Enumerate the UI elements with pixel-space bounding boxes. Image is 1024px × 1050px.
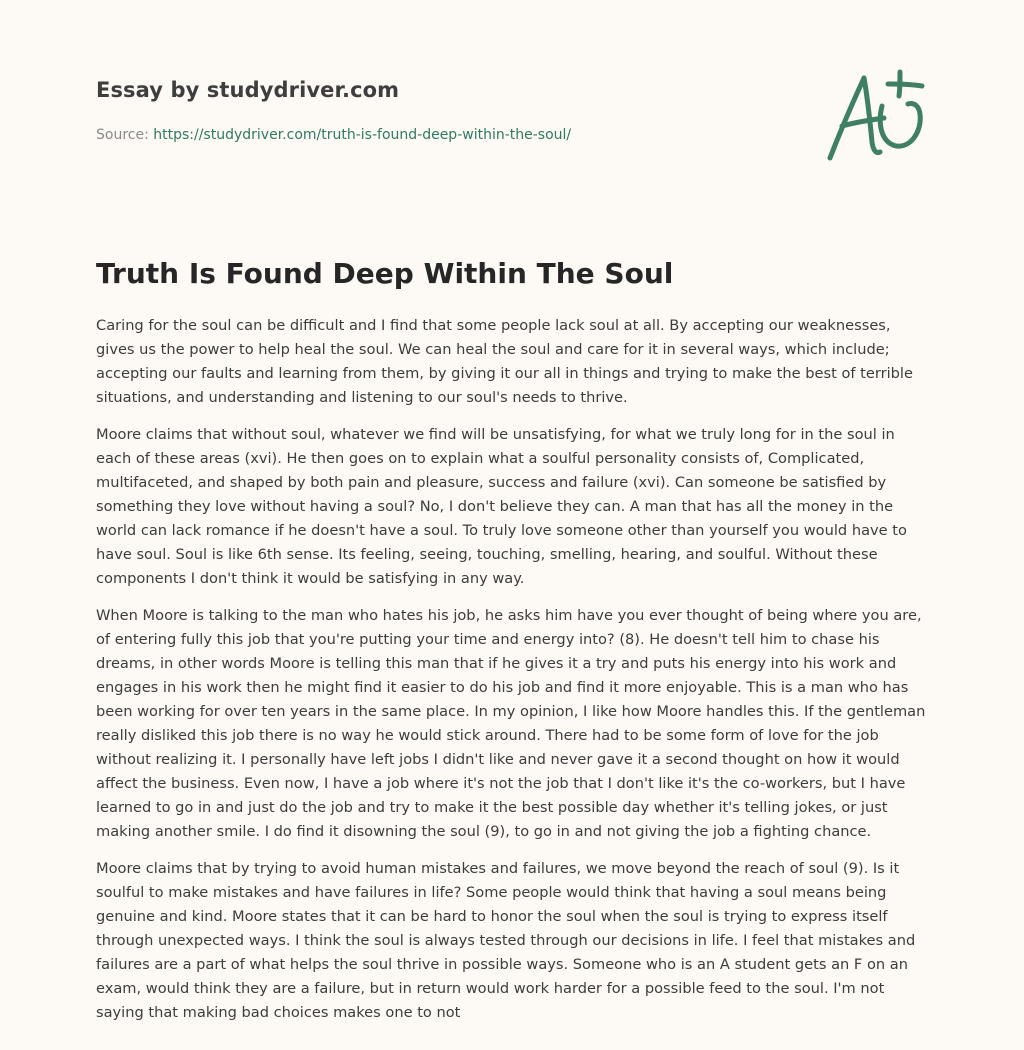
source-line (96, 126, 796, 144)
a-plus-logo-icon (822, 66, 928, 166)
essay-paragraph: Caring for the soul can be difficult and I find that some people lack soul at all. By accepting our weaknesses, gives us the power to help heal the soul. We can heal the soul and care for it in several ways, which include; accepting our faults and learning from them, by giving it our all in things and trying to make the best of terrible situations, and understanding and listening to our soul's needs to thrive. (96, 317, 913, 406)
brand-title: Essay by studydriver.com (96, 78, 400, 102)
essay-paragraph: Moore claims that without soul, whatever we find will be unsatisfying, for what we truly long for in the soul in each of these areas (xvi). He then goes on to explain what a soulful personality consists of, Complicated, multifaceted, and shaped by both pain and pleasure, success and failure (xvi). Can someone be satisfied by something they love without having a soul? No, I don't believe they can. A man that has all the money in the world can lack romance if he doesn't have a soul. To truly love someone other than yourself you would have to have soul. Soul is like 6th sense. Its feeling, seeing, touching, smelling, hearing, and soulful. Without these components I don't think it would be satisfying in any way. (96, 426, 907, 587)
essay-paragraph: When Moore is talking to the man who hates his job, he asks him have you ever thought of being where you are, of entering fully this job that you're putting your time and energy into? (8). He doesn't tell him to chase his dreams, in other words Moore is telling this man that if he gives it a try and puts his energy into his work and engages in his work then he might find it easier to do his job and find it more enjoyable. This is a man who has been working for over ten years in the same place. In my opinion, I like how Moore handles this. If the gentleman really disliked this job there is no way he would stick around. There had to be some form of love for the job without realizing it. I personally have left jobs I didn't like and never gave it a second thought on how it would affect the business. Even now, I have a job where it's not the job that I don't like it's the co-workers, but I have learned to go in and just do the job and try to make it the best possible day whether it's telling jokes, or just making another smile. I do find it disowning the soul (9), to go in and not giving the job a fighting chance. (96, 607, 926, 840)
document-header (96, 76, 796, 144)
essay-title: Truth Is Found Deep Within The Soul (96, 257, 674, 290)
source-label: Source: (96, 127, 149, 143)
essay-paragraph: Moore claims that by trying to avoid human mistakes and failures, we move beyond the reach of soul (9). Is it soulful to make mistakes and have failures in life? Some people would think that having a soul means being genuine and kind. Moore states that it can be hard to honor the soul when the soul is trying to express itself through unexpected ways. I think the soul is always tested through our decisions in life. I feel that mistakes and failures are a part of what helps the soul thrive in possible ways. Someone who is an A student gets an F on an exam, would think they are a failure, but in return would work harder for a possible feed to the soul. I'm not saying that making bad choices makes one to not (96, 860, 916, 1021)
source-link[interactable]: https://studydriver.com/truth-is-found-deep-within-the-soul/ (153, 127, 572, 143)
essay-body (96, 314, 930, 1038)
